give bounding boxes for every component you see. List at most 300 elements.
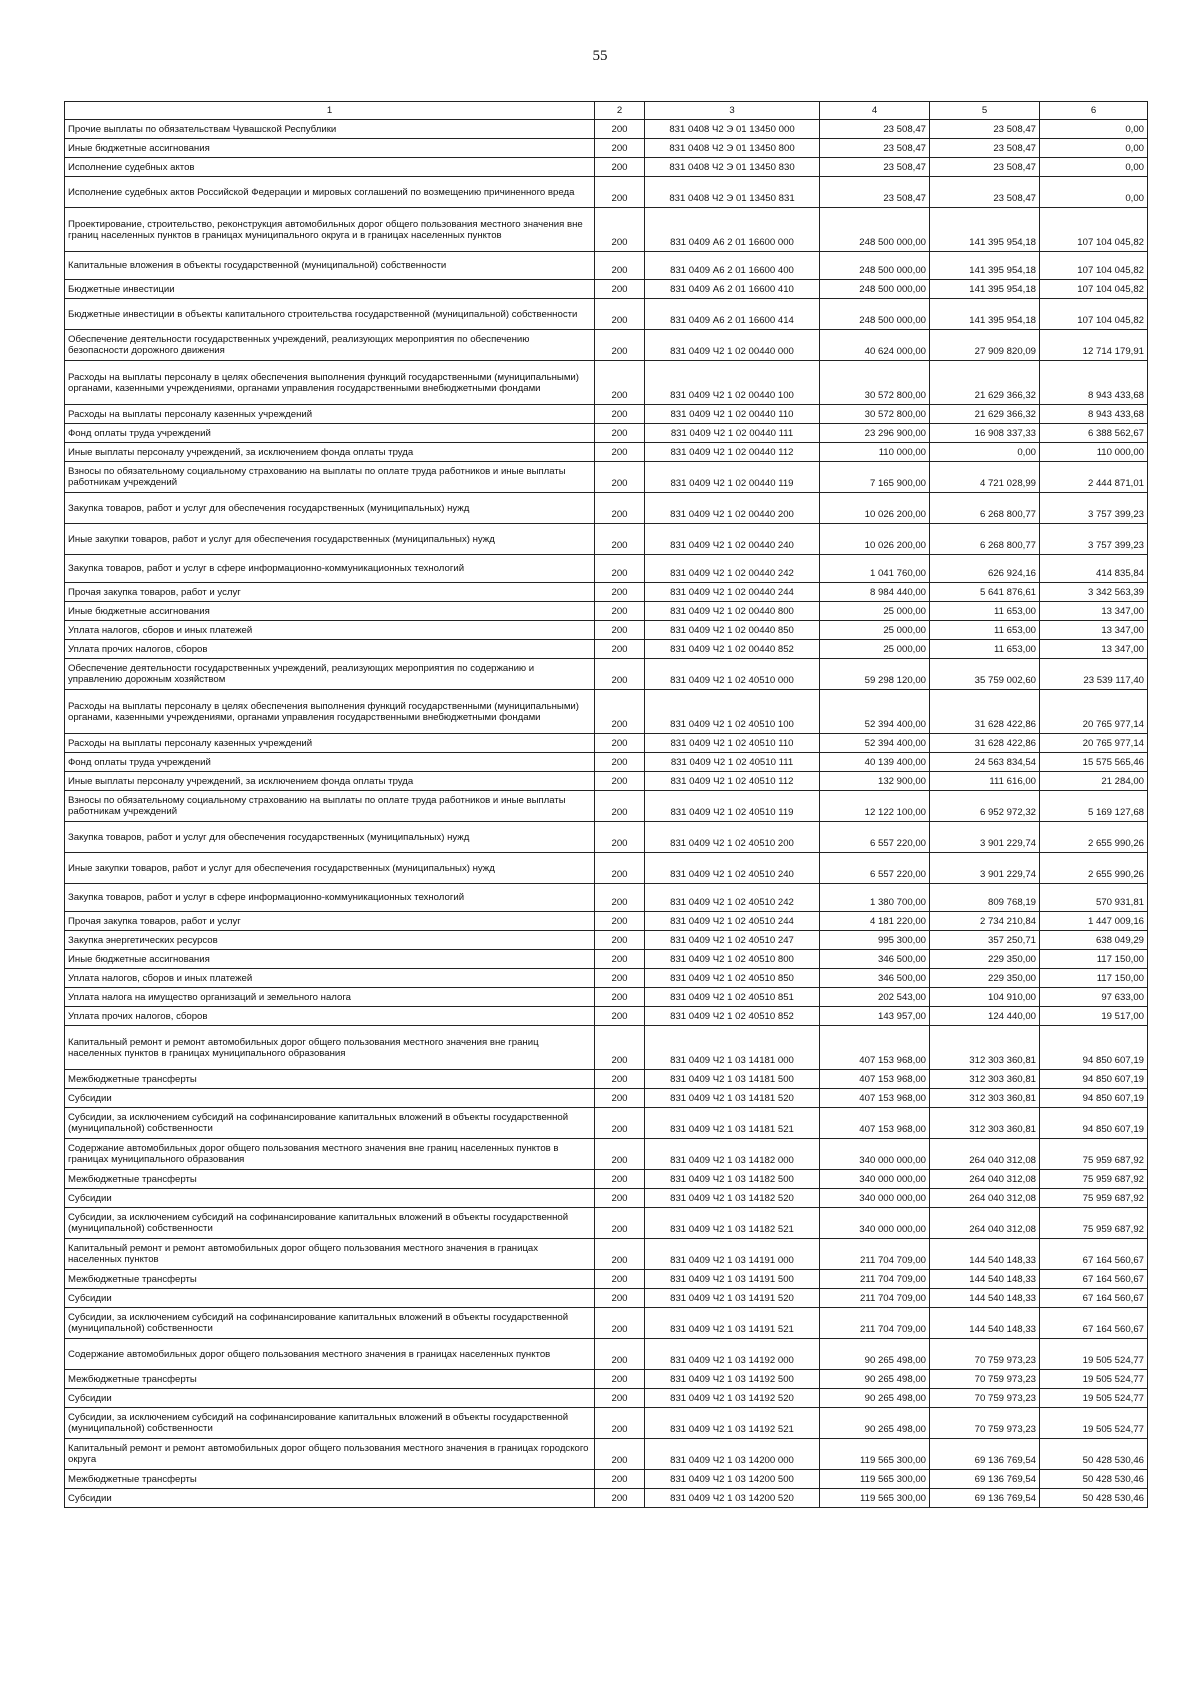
table-row: [65, 252, 1148, 280]
planned-amount-cell: 143 957,00: [820, 1007, 930, 1026]
table-row: [65, 1270, 1148, 1289]
planned-amount-cell: 52 394 400,00: [820, 690, 930, 734]
table-row: [65, 330, 1148, 361]
table-row: [65, 734, 1148, 753]
admin-code-cell: 200: [595, 120, 645, 139]
row-name-cell: Расходы на выплаты персоналу казенных учреждений: [65, 405, 595, 424]
planned-amount-cell: 248 500 000,00: [820, 280, 930, 299]
admin-code-cell: 200: [595, 884, 645, 912]
executed-amount-cell: 27 909 820,09: [930, 330, 1040, 361]
classification-code-cell: 831 0409 Ч2 1 02 40510 240: [645, 853, 820, 884]
table-row: [65, 1308, 1148, 1339]
page-number: 55: [592, 48, 608, 64]
table-row: [65, 853, 1148, 884]
remaining-amount-cell: 94 850 607,19: [1040, 1026, 1148, 1070]
executed-amount-cell: 141 395 954,18: [930, 252, 1040, 280]
classification-code-cell: 831 0409 Ч2 1 03 14191 000: [645, 1239, 820, 1270]
executed-amount-cell: 264 040 312,08: [930, 1139, 1040, 1170]
admin-code-cell: 200: [595, 950, 645, 969]
remaining-amount-cell: 13 347,00: [1040, 640, 1148, 659]
planned-amount-cell: 23 508,47: [820, 177, 930, 208]
classification-code-cell: 831 0408 Ч2 Э 01 13450 000: [645, 120, 820, 139]
admin-code-cell: 200: [595, 621, 645, 640]
planned-amount-cell: 23 508,47: [820, 158, 930, 177]
planned-amount-cell: 4 181 220,00: [820, 912, 930, 931]
row-name-cell: Прочая закупка товаров, работ и услуг: [65, 912, 595, 931]
remaining-amount-cell: 107 104 045,82: [1040, 252, 1148, 280]
row-name-cell: Капитальный ремонт и ремонт автомобильных дорог общего пользования местного значения вне границ населенных пунктов в границах муниципального образования: [65, 1026, 595, 1070]
table-row: [65, 280, 1148, 299]
table-row: [65, 1489, 1148, 1508]
row-name-cell: Субсидии, за исключением субсидий на софинансирование капитальных вложений в объекты государственной (муниципальной) собственности: [65, 1208, 595, 1239]
admin-code-cell: 200: [595, 1408, 645, 1439]
planned-amount-cell: 1 380 700,00: [820, 884, 930, 912]
admin-code-cell: 200: [595, 853, 645, 884]
admin-code-cell: 200: [595, 1289, 645, 1308]
classification-code-cell: 831 0409 Ч2 1 02 00440 119: [645, 462, 820, 493]
planned-amount-cell: 25 000,00: [820, 640, 930, 659]
executed-amount-cell: 312 303 360,81: [930, 1026, 1040, 1070]
executed-amount-cell: 70 759 973,23: [930, 1339, 1040, 1370]
table-row: [65, 753, 1148, 772]
table-row: [65, 1239, 1148, 1270]
admin-code-cell: 200: [595, 1170, 645, 1189]
planned-amount-cell: 25 000,00: [820, 621, 930, 640]
row-name-cell: Уплата налогов, сборов и иных платежей: [65, 969, 595, 988]
remaining-amount-cell: 94 850 607,19: [1040, 1070, 1148, 1089]
remaining-amount-cell: 75 959 687,92: [1040, 1139, 1148, 1170]
executed-amount-cell: 809 768,19: [930, 884, 1040, 912]
table-row: [65, 1070, 1148, 1089]
planned-amount-cell: 211 704 709,00: [820, 1308, 930, 1339]
table-row: [65, 1289, 1148, 1308]
admin-code-cell: 200: [595, 1007, 645, 1026]
table-row: [65, 1026, 1148, 1070]
row-name-cell: Капитальные вложения в объекты государственной (муниципальной) собственности: [65, 252, 595, 280]
table-row: [65, 583, 1148, 602]
executed-amount-cell: 23 508,47: [930, 177, 1040, 208]
executed-amount-cell: 21 629 366,32: [930, 361, 1040, 405]
table-row: [65, 1370, 1148, 1389]
row-name-cell: Иные бюджетные ассигнования: [65, 139, 595, 158]
executed-amount-cell: 312 303 360,81: [930, 1070, 1040, 1089]
classification-code-cell: 831 0409 Ч2 1 03 14182 500: [645, 1170, 820, 1189]
admin-code-cell: 200: [595, 988, 645, 1007]
remaining-amount-cell: 414 835,84: [1040, 555, 1148, 583]
planned-amount-cell: 1 041 760,00: [820, 555, 930, 583]
classification-code-cell: 831 0409 Ч2 1 02 00440 200: [645, 493, 820, 524]
planned-amount-cell: 90 265 498,00: [820, 1370, 930, 1389]
remaining-amount-cell: 67 164 560,67: [1040, 1270, 1148, 1289]
table-row: [65, 640, 1148, 659]
classification-code-cell: 831 0409 Ч2 1 03 14181 521: [645, 1108, 820, 1139]
classification-code-cell: 831 0408 Ч2 Э 01 13450 831: [645, 177, 820, 208]
planned-amount-cell: 52 394 400,00: [820, 734, 930, 753]
executed-amount-cell: 16 908 337,33: [930, 424, 1040, 443]
planned-amount-cell: 119 565 300,00: [820, 1489, 930, 1508]
planned-amount-cell: 59 298 120,00: [820, 659, 930, 690]
executed-amount-cell: 2 734 210,84: [930, 912, 1040, 931]
admin-code-cell: 200: [595, 555, 645, 583]
table-row: [65, 988, 1148, 1007]
row-name-cell: Закупка товаров, работ и услуг в сфере информационно-коммуникационных технологий: [65, 884, 595, 912]
remaining-amount-cell: 1 447 009,16: [1040, 912, 1148, 931]
planned-amount-cell: 12 122 100,00: [820, 791, 930, 822]
row-name-cell: Прочая закупка товаров, работ и услуг: [65, 583, 595, 602]
remaining-amount-cell: 3 757 399,23: [1040, 524, 1148, 555]
classification-code-cell: 831 0409 Ч2 1 02 40510 247: [645, 931, 820, 950]
admin-code-cell: 200: [595, 822, 645, 853]
remaining-amount-cell: 50 428 530,46: [1040, 1439, 1148, 1470]
remaining-amount-cell: 97 633,00: [1040, 988, 1148, 1007]
remaining-amount-cell: 13 347,00: [1040, 602, 1148, 621]
remaining-amount-cell: 75 959 687,92: [1040, 1208, 1148, 1239]
executed-amount-cell: 144 540 148,33: [930, 1308, 1040, 1339]
classification-code-cell: 831 0409 Ч2 1 02 40510 000: [645, 659, 820, 690]
classification-code-cell: 831 0409 Ч2 1 02 40510 851: [645, 988, 820, 1007]
classification-code-cell: 831 0409 Ч2 1 02 00440 000: [645, 330, 820, 361]
admin-code-cell: 200: [595, 912, 645, 931]
admin-code-cell: 200: [595, 158, 645, 177]
row-name-cell: Фонд оплаты труда учреждений: [65, 424, 595, 443]
classification-code-cell: 831 0409 Ч2 1 03 14200 520: [645, 1489, 820, 1508]
admin-code-cell: 200: [595, 493, 645, 524]
planned-amount-cell: 119 565 300,00: [820, 1470, 930, 1489]
executed-amount-cell: 70 759 973,23: [930, 1389, 1040, 1408]
row-name-cell: Исполнение судебных актов: [65, 158, 595, 177]
planned-amount-cell: 23 296 900,00: [820, 424, 930, 443]
classification-code-cell: 831 0409 Ч2 1 03 14181 520: [645, 1089, 820, 1108]
row-name-cell: Расходы на выплаты персоналу казенных учреждений: [65, 734, 595, 753]
executed-amount-cell: 141 395 954,18: [930, 208, 1040, 252]
admin-code-cell: 200: [595, 1389, 645, 1408]
classification-code-cell: 831 0408 Ч2 Э 01 13450 800: [645, 139, 820, 158]
classification-code-cell: 831 0409 Ч2 1 02 40510 242: [645, 884, 820, 912]
classification-code-cell: 831 0409 Ч2 1 02 00440 112: [645, 443, 820, 462]
admin-code-cell: 200: [595, 1308, 645, 1339]
admin-code-cell: 200: [595, 1189, 645, 1208]
classification-code-cell: 831 0409 Ч2 1 03 14200 500: [645, 1470, 820, 1489]
admin-code-cell: 200: [595, 690, 645, 734]
executed-amount-cell: 264 040 312,08: [930, 1189, 1040, 1208]
executed-amount-cell: 5 641 876,61: [930, 583, 1040, 602]
remaining-amount-cell: 3 342 563,39: [1040, 583, 1148, 602]
table-row: [65, 884, 1148, 912]
table-row: [65, 1408, 1148, 1439]
table-row: [65, 1108, 1148, 1139]
planned-amount-cell: 407 153 968,00: [820, 1026, 930, 1070]
table-row: [65, 1189, 1148, 1208]
remaining-amount-cell: 20 765 977,14: [1040, 734, 1148, 753]
executed-amount-cell: 24 563 834,54: [930, 753, 1040, 772]
remaining-amount-cell: 75 959 687,92: [1040, 1170, 1148, 1189]
classification-code-cell: 831 0409 Ч2 1 02 00440 244: [645, 583, 820, 602]
remaining-amount-cell: 117 150,00: [1040, 969, 1148, 988]
planned-amount-cell: 110 000,00: [820, 443, 930, 462]
planned-amount-cell: 340 000 000,00: [820, 1139, 930, 1170]
classification-code-cell: 831 0409 Ч2 1 02 40510 244: [645, 912, 820, 931]
admin-code-cell: 200: [595, 640, 645, 659]
table-row: [65, 822, 1148, 853]
remaining-amount-cell: 67 164 560,67: [1040, 1289, 1148, 1308]
executed-amount-cell: 70 759 973,23: [930, 1370, 1040, 1389]
row-name-cell: Субсидии: [65, 1489, 595, 1508]
row-name-cell: Взносы по обязательному социальному страхованию на выплаты по оплате труда работников и иные выплаты работникам учреждений: [65, 791, 595, 822]
row-name-cell: Уплата налогов, сборов и иных платежей: [65, 621, 595, 640]
row-name-cell: Уплата прочих налогов, сборов: [65, 640, 595, 659]
classification-code-cell: 831 0409 Ч2 1 02 40510 800: [645, 950, 820, 969]
row-name-cell: Закупка товаров, работ и услуг в сфере информационно-коммуникационных технологий: [65, 555, 595, 583]
executed-amount-cell: 144 540 148,33: [930, 1270, 1040, 1289]
classification-code-cell: 831 0409 А6 2 01 16600 414: [645, 299, 820, 330]
admin-code-cell: 200: [595, 659, 645, 690]
column-header: 1: [65, 102, 595, 120]
classification-code-cell: 831 0409 А6 2 01 16600 400: [645, 252, 820, 280]
executed-amount-cell: 69 136 769,54: [930, 1470, 1040, 1489]
row-name-cell: Расходы на выплаты персоналу в целях обеспечения выполнения функций государственными (муниципальными) органами, казенными учреждениями, органами управления государственными внебюджетными фондами: [65, 361, 595, 405]
remaining-amount-cell: 20 765 977,14: [1040, 690, 1148, 734]
column-header: 2: [595, 102, 645, 120]
admin-code-cell: 200: [595, 734, 645, 753]
remaining-amount-cell: 0,00: [1040, 139, 1148, 158]
table-row: [65, 1339, 1148, 1370]
remaining-amount-cell: 94 850 607,19: [1040, 1089, 1148, 1108]
remaining-amount-cell: 19 505 524,77: [1040, 1408, 1148, 1439]
admin-code-cell: 200: [595, 1270, 645, 1289]
remaining-amount-cell: 107 104 045,82: [1040, 208, 1148, 252]
planned-amount-cell: 30 572 800,00: [820, 405, 930, 424]
planned-amount-cell: 407 153 968,00: [820, 1089, 930, 1108]
admin-code-cell: 200: [595, 1139, 645, 1170]
remaining-amount-cell: 117 150,00: [1040, 950, 1148, 969]
planned-amount-cell: 23 508,47: [820, 120, 930, 139]
planned-amount-cell: 340 000 000,00: [820, 1170, 930, 1189]
classification-code-cell: 831 0409 Ч2 1 03 14192 500: [645, 1370, 820, 1389]
planned-amount-cell: 6 557 220,00: [820, 822, 930, 853]
table-row: [65, 969, 1148, 988]
row-name-cell: Обеспечение деятельности государственных учреждений, реализующих мероприятия по содержанию и управлению дорожным хозяйством: [65, 659, 595, 690]
executed-amount-cell: 69 136 769,54: [930, 1489, 1040, 1508]
classification-code-cell: 831 0409 Ч2 1 02 00440 240: [645, 524, 820, 555]
table-row: [65, 690, 1148, 734]
remaining-amount-cell: 19 517,00: [1040, 1007, 1148, 1026]
table-row: [65, 158, 1148, 177]
planned-amount-cell: 248 500 000,00: [820, 299, 930, 330]
row-name-cell: Закупка энергетических ресурсов: [65, 931, 595, 950]
table-row: [65, 299, 1148, 330]
planned-amount-cell: 10 026 200,00: [820, 493, 930, 524]
admin-code-cell: 200: [595, 424, 645, 443]
table-row: [65, 443, 1148, 462]
remaining-amount-cell: 5 169 127,68: [1040, 791, 1148, 822]
row-name-cell: Закупка товаров, работ и услуг для обеспечения государственных (муниципальных) нужд: [65, 493, 595, 524]
classification-code-cell: 831 0409 Ч2 1 03 14192 000: [645, 1339, 820, 1370]
remaining-amount-cell: 21 284,00: [1040, 772, 1148, 791]
executed-amount-cell: 626 924,16: [930, 555, 1040, 583]
planned-amount-cell: 346 500,00: [820, 969, 930, 988]
classification-code-cell: 831 0408 Ч2 Э 01 13450 830: [645, 158, 820, 177]
remaining-amount-cell: 3 757 399,23: [1040, 493, 1148, 524]
planned-amount-cell: 211 704 709,00: [820, 1239, 930, 1270]
executed-amount-cell: 141 395 954,18: [930, 280, 1040, 299]
remaining-amount-cell: 67 164 560,67: [1040, 1239, 1148, 1270]
classification-code-cell: 831 0409 Ч2 1 02 40510 110: [645, 734, 820, 753]
column-header: 6: [1040, 102, 1148, 120]
executed-amount-cell: 6 268 800,77: [930, 493, 1040, 524]
classification-code-cell: 831 0409 Ч2 1 02 00440 111: [645, 424, 820, 443]
classification-code-cell: 831 0409 Ч2 1 02 40510 111: [645, 753, 820, 772]
remaining-amount-cell: 0,00: [1040, 120, 1148, 139]
row-name-cell: Межбюджетные трансферты: [65, 1370, 595, 1389]
remaining-amount-cell: 570 931,81: [1040, 884, 1148, 912]
table-row: [65, 1007, 1148, 1026]
table-row: [65, 1089, 1148, 1108]
admin-code-cell: 200: [595, 1070, 645, 1089]
classification-code-cell: 831 0409 Ч2 1 02 40510 119: [645, 791, 820, 822]
row-name-cell: Взносы по обязательному социальному страхованию на выплаты по оплате труда работников и иные выплаты работникам учреждений: [65, 462, 595, 493]
row-name-cell: Иные закупки товаров, работ и услуг для обеспечения государственных (муниципальных) нужд: [65, 524, 595, 555]
admin-code-cell: 200: [595, 1089, 645, 1108]
classification-code-cell: 831 0409 Ч2 1 02 40510 850: [645, 969, 820, 988]
executed-amount-cell: 141 395 954,18: [930, 299, 1040, 330]
classification-code-cell: 831 0409 Ч2 1 03 14191 521: [645, 1308, 820, 1339]
executed-amount-cell: 144 540 148,33: [930, 1289, 1040, 1308]
planned-amount-cell: 90 265 498,00: [820, 1408, 930, 1439]
executed-amount-cell: 31 628 422,86: [930, 734, 1040, 753]
admin-code-cell: 200: [595, 462, 645, 493]
executed-amount-cell: 35 759 002,60: [930, 659, 1040, 690]
admin-code-cell: 200: [595, 177, 645, 208]
planned-amount-cell: 202 543,00: [820, 988, 930, 1007]
classification-code-cell: 831 0409 Ч2 1 02 40510 852: [645, 1007, 820, 1026]
planned-amount-cell: 407 153 968,00: [820, 1070, 930, 1089]
column-header: 5: [930, 102, 1040, 120]
row-name-cell: Субсидии: [65, 1189, 595, 1208]
remaining-amount-cell: 19 505 524,77: [1040, 1339, 1148, 1370]
row-name-cell: Межбюджетные трансферты: [65, 1470, 595, 1489]
table-row: [65, 1389, 1148, 1408]
table-row: [65, 1139, 1148, 1170]
executed-amount-cell: 23 508,47: [930, 158, 1040, 177]
row-name-cell: Обеспечение деятельности государственных учреждений, реализующих мероприятия по обеспечению безопасности дорожного движения: [65, 330, 595, 361]
admin-code-cell: 200: [595, 280, 645, 299]
admin-code-cell: 200: [595, 1439, 645, 1470]
executed-amount-cell: 70 759 973,23: [930, 1408, 1040, 1439]
executed-amount-cell: 11 653,00: [930, 640, 1040, 659]
classification-code-cell: 831 0409 Ч2 1 03 14191 520: [645, 1289, 820, 1308]
classification-code-cell: 831 0409 Ч2 1 02 00440 100: [645, 361, 820, 405]
classification-code-cell: 831 0409 Ч2 1 03 14191 500: [645, 1270, 820, 1289]
classification-code-cell: 831 0409 Ч2 1 03 14182 000: [645, 1139, 820, 1170]
table-row: [65, 772, 1148, 791]
planned-amount-cell: 119 565 300,00: [820, 1439, 930, 1470]
table-row: [65, 462, 1148, 493]
executed-amount-cell: 23 508,47: [930, 139, 1040, 158]
admin-code-cell: 200: [595, 931, 645, 950]
row-name-cell: Уплата налога на имущество организаций и земельного налога: [65, 988, 595, 1007]
planned-amount-cell: 23 508,47: [820, 139, 930, 158]
executed-amount-cell: 124 440,00: [930, 1007, 1040, 1026]
table-row: [65, 659, 1148, 690]
classification-code-cell: 831 0409 Ч2 1 03 14182 520: [645, 1189, 820, 1208]
remaining-amount-cell: 6 388 562,67: [1040, 424, 1148, 443]
planned-amount-cell: 211 704 709,00: [820, 1289, 930, 1308]
row-name-cell: Закупка товаров, работ и услуг для обеспечения государственных (муниципальных) нужд: [65, 822, 595, 853]
row-name-cell: Межбюджетные трансферты: [65, 1070, 595, 1089]
admin-code-cell: 200: [595, 1470, 645, 1489]
row-name-cell: Содержание автомобильных дорог общего пользования местного значения вне границ населенных пунктов в границах муниципального образования: [65, 1139, 595, 1170]
executed-amount-cell: 0,00: [930, 443, 1040, 462]
executed-amount-cell: 264 040 312,08: [930, 1208, 1040, 1239]
table-row: [65, 1439, 1148, 1470]
row-name-cell: Субсидии, за исключением субсидий на софинансирование капитальных вложений в объекты государственной (муниципальной) собственности: [65, 1408, 595, 1439]
remaining-amount-cell: 2 655 990,26: [1040, 853, 1148, 884]
remaining-amount-cell: 0,00: [1040, 177, 1148, 208]
executed-amount-cell: 264 040 312,08: [930, 1170, 1040, 1189]
classification-code-cell: 831 0409 Ч2 1 03 14181 500: [645, 1070, 820, 1089]
remaining-amount-cell: 50 428 530,46: [1040, 1470, 1148, 1489]
executed-amount-cell: 23 508,47: [930, 120, 1040, 139]
admin-code-cell: 200: [595, 443, 645, 462]
planned-amount-cell: 6 557 220,00: [820, 853, 930, 884]
row-name-cell: Субсидии, за исключением субсидий на софинансирование капитальных вложений в объекты государственной (муниципальной) собственности: [65, 1108, 595, 1139]
row-name-cell: Фонд оплаты труда учреждений: [65, 753, 595, 772]
executed-amount-cell: 312 303 360,81: [930, 1089, 1040, 1108]
executed-amount-cell: 11 653,00: [930, 602, 1040, 621]
executed-amount-cell: 6 952 972,32: [930, 791, 1040, 822]
planned-amount-cell: 211 704 709,00: [820, 1270, 930, 1289]
executed-amount-cell: 229 350,00: [930, 969, 1040, 988]
table-row: [65, 120, 1148, 139]
row-name-cell: Иные бюджетные ассигнования: [65, 602, 595, 621]
planned-amount-cell: 40 139 400,00: [820, 753, 930, 772]
table-header-row: [65, 102, 1148, 120]
row-name-cell: Капитальный ремонт и ремонт автомобильных дорог общего пользования местного значения в границах городского округа: [65, 1439, 595, 1470]
classification-code-cell: 831 0409 Ч2 1 03 14192 521: [645, 1408, 820, 1439]
admin-code-cell: 200: [595, 969, 645, 988]
remaining-amount-cell: 2 655 990,26: [1040, 822, 1148, 853]
row-name-cell: Субсидии, за исключением субсидий на софинансирование капитальных вложений в объекты государственной (муниципальной) собственности: [65, 1308, 595, 1339]
admin-code-cell: 200: [595, 1208, 645, 1239]
table-row: [65, 139, 1148, 158]
executed-amount-cell: 4 721 028,99: [930, 462, 1040, 493]
planned-amount-cell: 132 900,00: [820, 772, 930, 791]
remaining-amount-cell: 15 575 565,46: [1040, 753, 1148, 772]
executed-amount-cell: 229 350,00: [930, 950, 1040, 969]
table-row: [65, 1470, 1148, 1489]
table-row: [65, 912, 1148, 931]
admin-code-cell: 200: [595, 1239, 645, 1270]
table-row: [65, 405, 1148, 424]
table-row: [65, 208, 1148, 252]
planned-amount-cell: 7 165 900,00: [820, 462, 930, 493]
row-name-cell: Уплата прочих налогов, сборов: [65, 1007, 595, 1026]
row-name-cell: Проектирование, строительство, реконструкция автомобильных дорог общего пользования местного значения вне границ населенных пунктов в границах муниципального округа и в границах населенных пунктов: [65, 208, 595, 252]
admin-code-cell: 200: [595, 583, 645, 602]
row-name-cell: Иные закупки товаров, работ и услуг для обеспечения государственных (муниципальных) нужд: [65, 853, 595, 884]
remaining-amount-cell: 8 943 433,68: [1040, 361, 1148, 405]
admin-code-cell: 200: [595, 791, 645, 822]
planned-amount-cell: 248 500 000,00: [820, 208, 930, 252]
table-row: [65, 950, 1148, 969]
planned-amount-cell: 90 265 498,00: [820, 1389, 930, 1408]
table-row: [65, 361, 1148, 405]
admin-code-cell: 200: [595, 252, 645, 280]
admin-code-cell: 200: [595, 139, 645, 158]
column-header: 4: [820, 102, 930, 120]
classification-code-cell: 831 0409 Ч2 1 02 40510 112: [645, 772, 820, 791]
table-row: [65, 424, 1148, 443]
